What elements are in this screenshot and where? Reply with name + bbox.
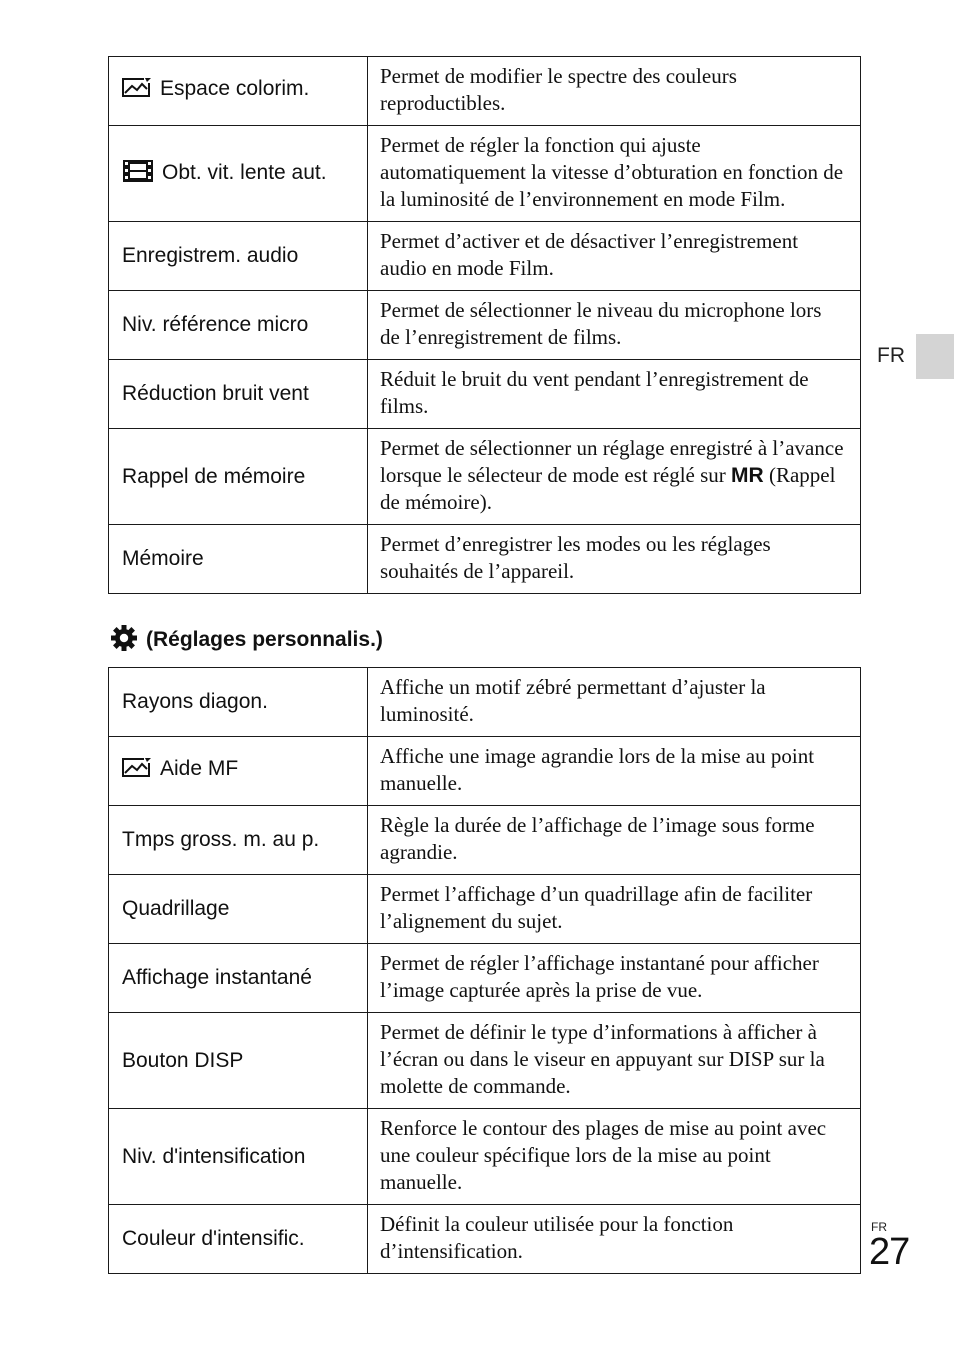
row-description (368, 429, 861, 525)
row-description: Règle la durée de l’affichage de l’image sous forme agrandie. (368, 806, 861, 875)
table-row (109, 1013, 861, 1109)
table-row (109, 126, 861, 222)
row-label: Tmps gross. m. au p. (109, 806, 368, 875)
photo-still-icon (122, 77, 152, 105)
gear-icon (110, 624, 138, 658)
row-label: Couleur d'intensific. (109, 1205, 368, 1274)
row-label-text: Aide MF (160, 757, 239, 780)
section-heading (110, 624, 383, 658)
mr-mode-icon: MR (731, 464, 764, 487)
row-label: Rayons diagon. (109, 668, 368, 737)
row-description: Permet de régler la fonction qui ajuste automatiquement la vitesse d’obturation en fonction de la luminosité de l’environnement en mode Film. (368, 126, 861, 222)
row-description: Permet de régler l’affichage instantané pour afficher l’image capturée après la prise de vue. (368, 944, 861, 1013)
table-row (109, 668, 861, 737)
row-label-text: Obt. vit. lente aut. (162, 160, 327, 184)
side-language-label: FR (877, 344, 905, 367)
row-label: Niv. d'intensification (109, 1109, 368, 1205)
movie-film-icon (122, 159, 154, 189)
table-row (109, 525, 861, 594)
row-description: Renforce le contour des plages de mise au point avec une couleur spécifique lors de la mise au point manuelle. (368, 1109, 861, 1205)
row-label: Affichage instantané (109, 944, 368, 1013)
page-number: 27 (869, 1231, 910, 1273)
table-row (109, 1205, 861, 1274)
footer-language-label: FR (871, 1220, 887, 1234)
row-label: Réduction bruit vent (109, 360, 368, 429)
row-description: Permet de modifier le spectre des couleurs reproductibles. (368, 57, 861, 126)
row-label: Bouton DISP (109, 1013, 368, 1109)
table-row (109, 222, 861, 291)
row-description: Affiche une image agrandie lors de la mise au point manuelle. (368, 737, 861, 806)
table-row (109, 429, 861, 525)
photo-still-icon (122, 757, 152, 785)
row-description: Permet d’enregistrer les modes ou les réglages souhaités de l’appareil. (368, 525, 861, 594)
row-description: Permet de sélectionner le niveau du microphone lors de l’enregistrement de films. (368, 291, 861, 360)
row-label: Enregistrem. audio (109, 222, 368, 291)
row-description: Affiche un motif zébré permettant d’ajuster la luminosité. (368, 668, 861, 737)
description-text-a: Permet de sélectionner un réglage enregistré à l’avance lorsque le sélecteur de mode est réglé sur (380, 436, 844, 487)
table-row (109, 944, 861, 1013)
row-description: Réduit le bruit du vent pendant l’enregistrement de films. (368, 360, 861, 429)
description-text-b: (Rappel de mémoire). (380, 463, 836, 514)
row-label (109, 57, 368, 126)
table-row (109, 57, 861, 126)
row-description: Permet de définir le type d’informations à afficher à l’écran ou dans le viseur en appuyant sur DISP sur la molette de commande. (368, 1013, 861, 1109)
table-row (109, 806, 861, 875)
row-label: Mémoire (109, 525, 368, 594)
row-label-text: Espace colorim. (160, 77, 310, 100)
settings-table-2 (108, 667, 861, 1274)
row-description: Définit la couleur utilisée pour la fonction d’intensification. (368, 1205, 861, 1274)
table-row (109, 291, 861, 360)
side-language-tab (916, 334, 954, 379)
row-label: Niv. référence micro (109, 291, 368, 360)
row-label: Quadrillage (109, 875, 368, 944)
row-label: Rappel de mémoire (109, 429, 368, 525)
settings-table-1 (108, 56, 861, 594)
row-description: Permet d’activer et de désactiver l’enregistrement audio en mode Film. (368, 222, 861, 291)
row-label (109, 126, 368, 222)
table-row (109, 360, 861, 429)
row-description: Permet l’affichage d’un quadrillage afin de faciliter l’alignement du sujet. (368, 875, 861, 944)
table-row (109, 875, 861, 944)
table-row (109, 737, 861, 806)
section-title: (Réglages personnalis.) (146, 628, 383, 651)
row-label (109, 737, 368, 806)
table-row (109, 1109, 861, 1205)
